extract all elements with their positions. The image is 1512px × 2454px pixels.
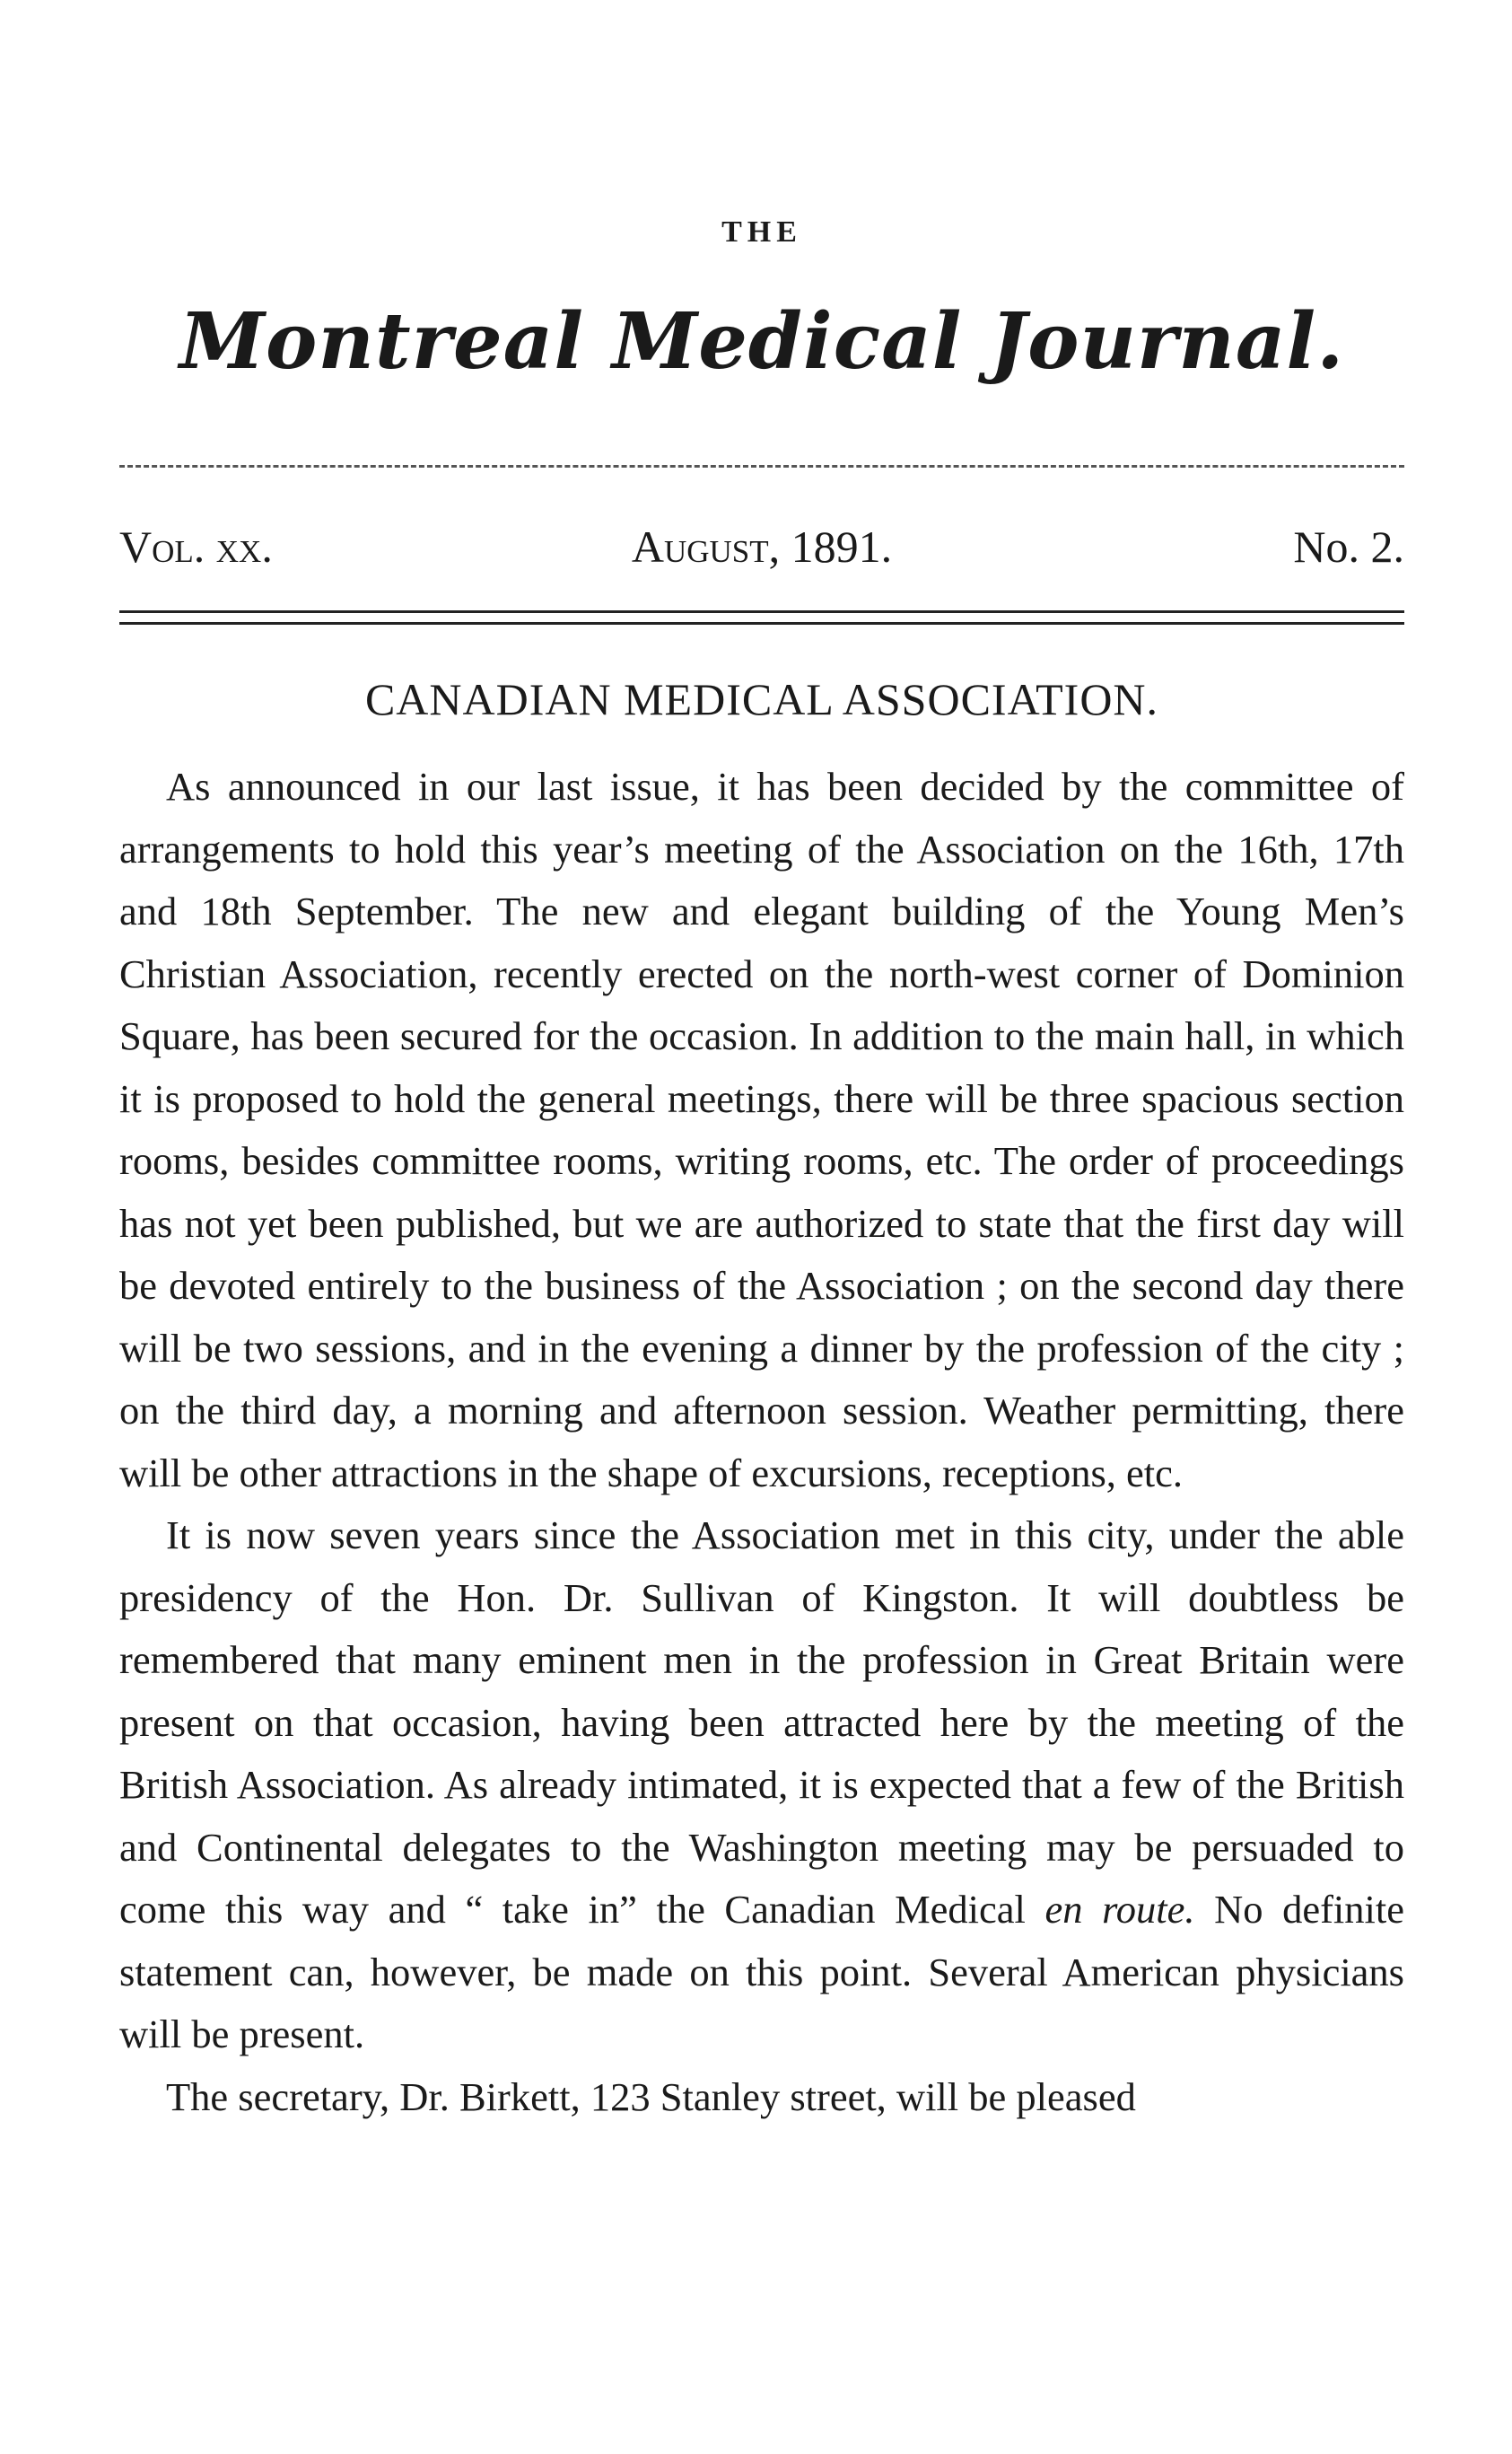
paragraph-3: The secretary, Dr. Birkett, 123 Stanley street, will be pleased [166, 2073, 1136, 2119]
issue-date: August, 1891. [631, 521, 893, 572]
issue-number: No. 2. [1293, 521, 1404, 572]
journal-page [119, 0, 1404, 2454]
masthead-rule [119, 465, 1404, 468]
paragraph-2-tail: No definite statement can, however, be made on this point. Several American physicians will be present. [119, 1887, 1405, 2056]
issue-line [119, 521, 1404, 574]
volume-label: Vol. xx. [119, 521, 273, 572]
en-route-phrase: en route. [1044, 1887, 1195, 1932]
issue-double-rule [119, 610, 1404, 625]
paragraph-2-text: It is now seven years since the Association met in this city, under the able presidency of the Hon. Dr. Sullivan of Kingston. It will doubtless be remembered that many eminent men in the profession in Great Britain were present on that occasion, having been attracted here by the meeting of the British Association. As already intimated, it is expected that a few of the British and Continental delegates to the Washington meeting may be persuaded to come this way and “ take in” the Canadian Medical [119, 1512, 1404, 1932]
the-label: THE [721, 215, 802, 249]
article-body [119, 756, 1404, 2128]
journal-masthead: Montreal Medical Journal. [179, 296, 1345, 387]
paragraph-1: As announced in our last issue, it has been decided by the committee of arrangements to hold this year’s meeting of the Association on the 16th, 17th and 18th September. The new and elegant building of the Young Men’s Christian Association, recently erected on the north-west corner of Dominion Square, has been secured for the occasion. In addition to the main hall, in which it is proposed to hold the general meetings, there will be three spacious section rooms, besides committee rooms, writing rooms, etc. The order of proceedings has not yet been published, but we are authorized to state that the first day will be devoted entirely to the business of the Association ; on the second day there will be two sessions, and in the evening a dinner by the profession of the city ; on the third day, a morning and afternoon session. Weather permitting, there will be other attractions in the shape of excursions, receptions, etc. [119, 764, 1404, 1495]
article-title: CANADIAN MEDICAL ASSOCIATION. [364, 674, 1159, 724]
paragraph-2 [119, 1504, 1404, 2066]
